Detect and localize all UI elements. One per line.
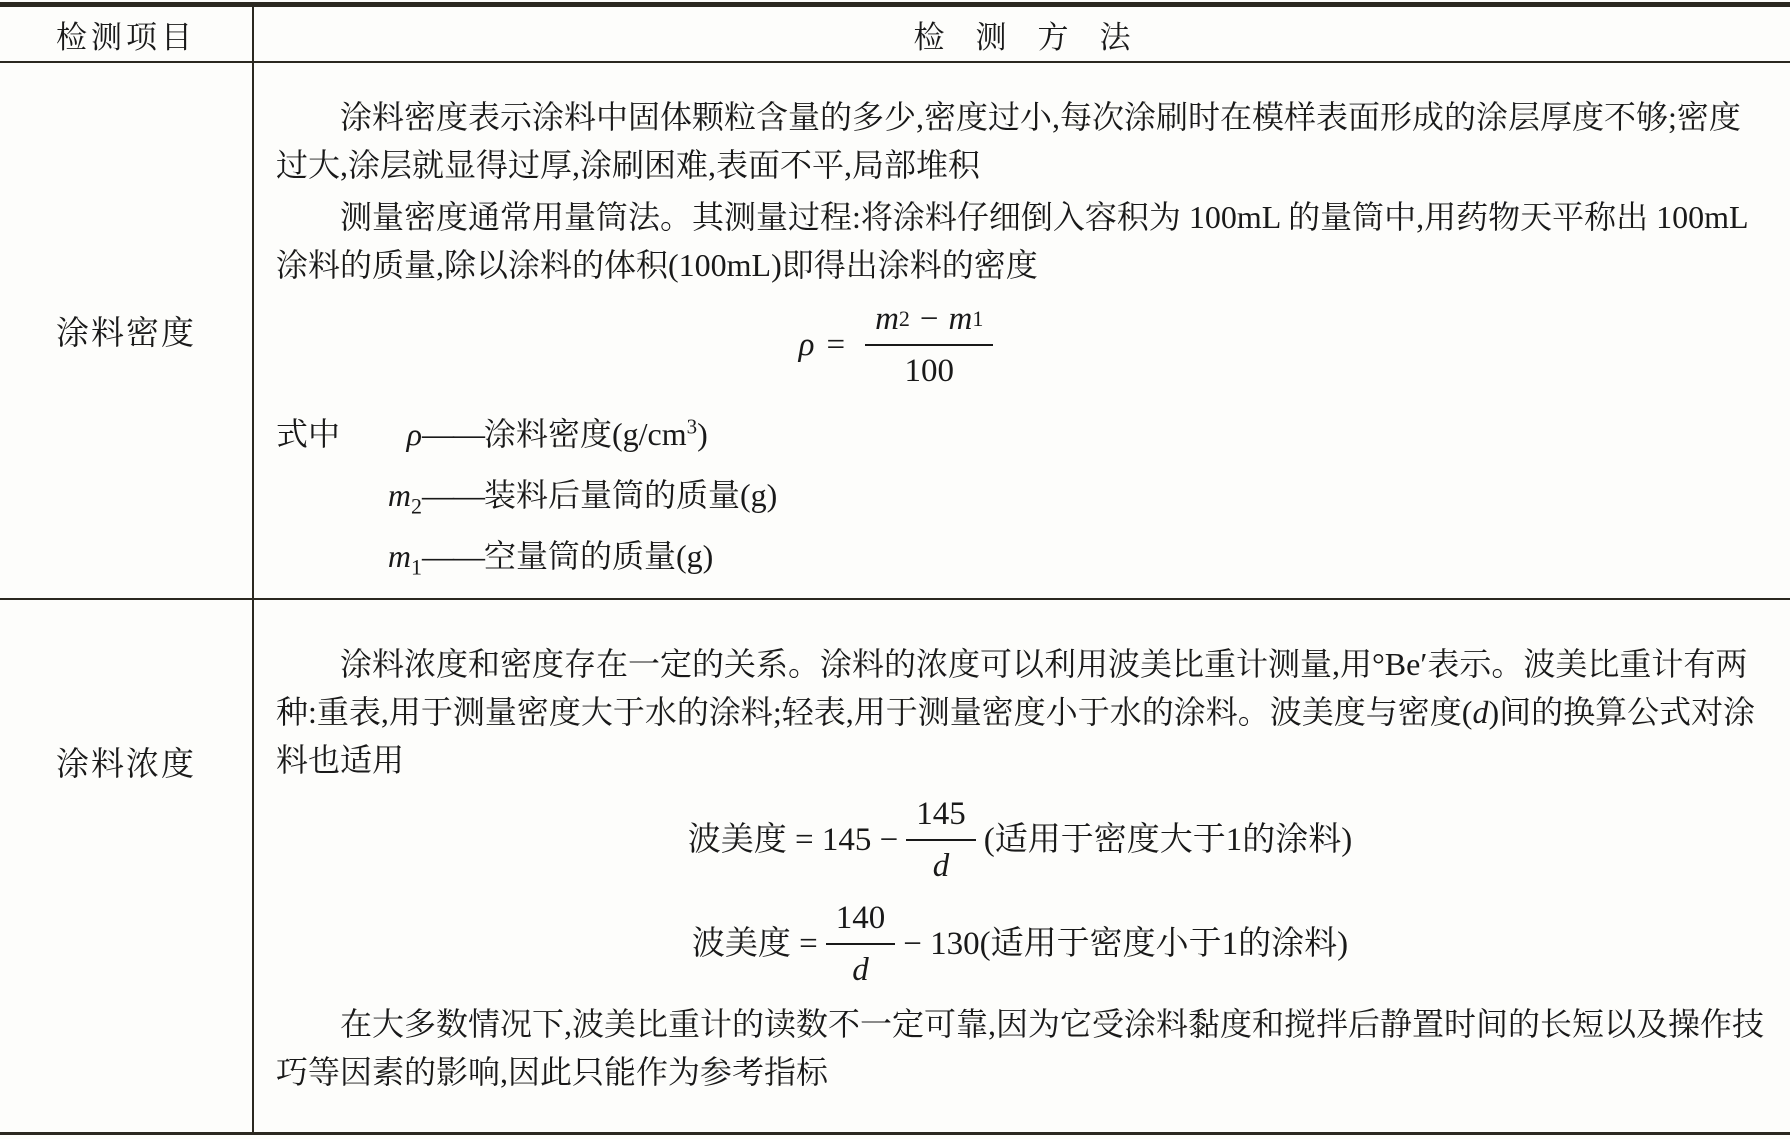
symbol-def-line (276, 531, 1764, 592)
def-text (484, 477, 777, 513)
m2-subscript: 2 (898, 306, 910, 331)
concentration-row-label-cell (0, 600, 254, 1132)
concentration-paragraph-2: 在大多数情况下,波美比重计的读数不一定可靠,因为它受涂料黏度和搅拌后静置时间的长短以及操作技巧等因素的影响,因此只能作为参考指标 (276, 1006, 1765, 1090)
baume-light-fraction (826, 896, 896, 992)
d-variable: d (1472, 694, 1489, 730)
concentration-method-cell (254, 600, 1790, 1132)
baume-heavy-condition: (适用于密度大于1的涂料) (983, 822, 1353, 858)
baume-heavy-fraction (906, 792, 976, 888)
density-fraction (865, 297, 993, 393)
baume-light-condition: − 130(适用于密度小于1的涂料) (903, 926, 1349, 962)
symbol-definitions (276, 401, 1764, 593)
concentration-row-label: 涂料浓度 (56, 746, 196, 783)
density-method-cell (254, 63, 1790, 600)
inspection-table (0, 2, 1790, 1135)
def-text-pre: 空量筒的质量(g) (484, 538, 714, 575)
def-symbol (364, 470, 422, 531)
symbol-def-line (276, 401, 1764, 470)
density-paragraph-2: 测量密度通常用量筒法。其测量过程:将涂料仔细倒入容积为 100mL 的量筒中,用药物天平称出 100mL 涂料的质量,除以涂料的体积(100mL)即得出涂料的密度 (276, 199, 1748, 283)
rho-def-symbol: ρ (406, 415, 422, 452)
baume-heavy-numerator: 145 (906, 792, 976, 841)
density-fraction-denominator: 100 (904, 353, 954, 389)
baume-heavy-lhs: 波美度 = 145 − (687, 822, 899, 858)
def-text (484, 538, 713, 574)
density-fraction-numerator (865, 297, 993, 346)
m1-symbol: m (948, 301, 973, 337)
header-item-label: 检测项目 (56, 19, 196, 55)
def-dash: —— (422, 477, 484, 514)
density-row-label: 涂料密度 (56, 316, 196, 352)
header-method-label: 检 测 方 法 (913, 19, 1131, 55)
m1-subscript: 1 (972, 306, 984, 331)
def-symbol (364, 531, 422, 592)
m2-def-symbol: m (387, 477, 411, 514)
symbol-def-line (276, 470, 1764, 531)
equals-sign: = (826, 327, 846, 363)
def-symbol (364, 409, 422, 470)
m1-def-symbol: m (387, 538, 411, 575)
def-text (484, 416, 708, 452)
minus-sign: − (919, 301, 939, 337)
header-item-column (0, 7, 254, 63)
baume-light-numerator: 140 (826, 896, 896, 945)
baume-heavy-denominator: d (932, 848, 950, 884)
def-text-pre: 涂料密度(g/cm (484, 415, 687, 452)
where-label: 式中 (276, 415, 341, 452)
concentration-paragraph-1-tail: )间的换算公式对涂料也适用 (276, 694, 1756, 778)
def-dash: —— (422, 538, 484, 575)
concentration-paragraph-1 (276, 640, 1764, 784)
def-dash: —— (422, 415, 484, 452)
density-paragraph-1: 涂料密度表示涂料中固体颗粒含量的多少,密度过小,每次涂刷时在模样表面形成的涂层厚度不够;密度过大,涂层就显得过厚,涂刷困难,表面不平,局部堆积 (276, 99, 1741, 183)
baume-light-lhs: 波美度 = (691, 926, 818, 962)
def-text-sup: 3 (686, 414, 698, 438)
def-text-pre: 装料后量筒的质量(g) (484, 477, 778, 514)
baume-formula-light (276, 896, 1764, 992)
def-text-post: ) (697, 415, 708, 452)
density-formula (156, 297, 1644, 393)
rho-symbol: ρ (798, 327, 815, 363)
baume-light-denominator: d (852, 952, 869, 988)
header-method-column (254, 7, 1790, 63)
m2-symbol: m (875, 301, 899, 337)
concentration-paragraph-1-text: 涂料浓度和密度存在一定的关系。涂料的浓度可以利用波美比重计测量,用°Be′表示。波美比重计有两种:重表,用于测量密度大于水的涂料;轻表,用于测量密度小于水的涂料。波美度与密度( (276, 646, 1748, 730)
m1-def-subscript: 1 (411, 554, 422, 580)
m2-def-subscript: 2 (411, 493, 422, 519)
baume-formula-heavy (276, 792, 1764, 888)
